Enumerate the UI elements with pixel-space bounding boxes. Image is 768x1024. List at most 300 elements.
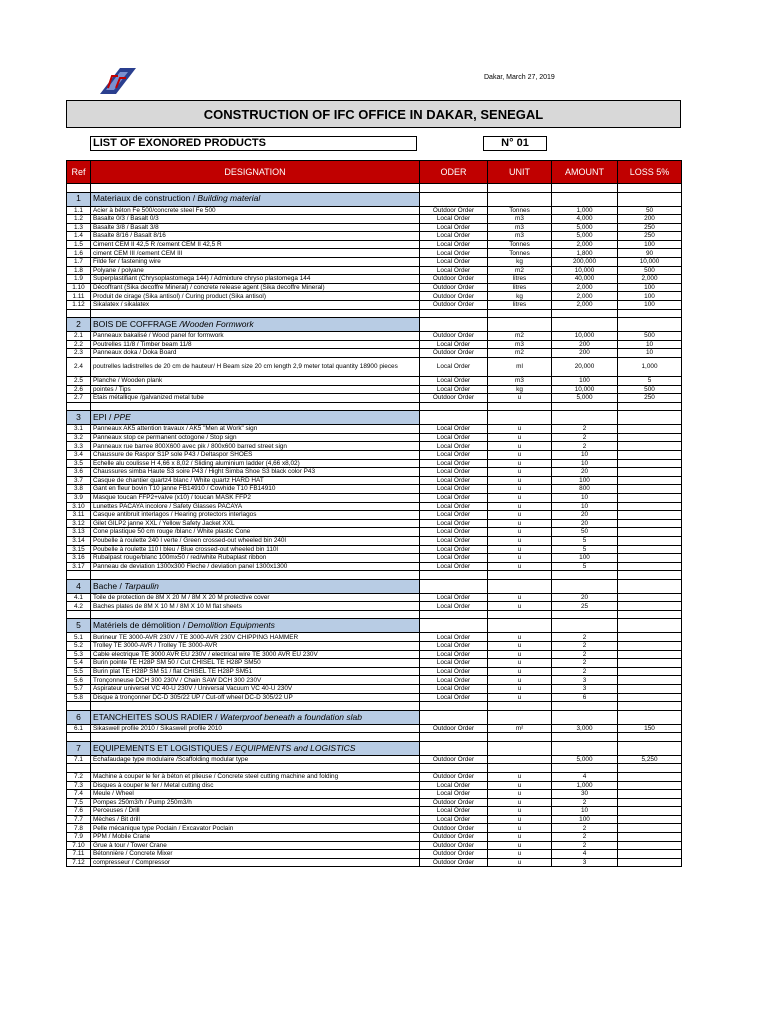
table-row (67, 292, 682, 301)
table-row (67, 223, 682, 232)
loss-cell (618, 593, 682, 602)
table-row (67, 755, 682, 764)
designation-cell: Sikalatex / sikalatex (91, 301, 420, 310)
empty-cell (67, 702, 91, 711)
empty-cell (420, 411, 488, 425)
unit-cell: u (488, 685, 552, 694)
designation-cell: Etais métallique /galvanized metal tube (91, 394, 420, 403)
unit-cell: m2 (488, 349, 552, 358)
unit-cell: m3 (488, 215, 552, 224)
unit-cell: u (488, 807, 552, 816)
amount-cell: 3,000 (552, 724, 618, 733)
amount-cell: 200,000 (552, 258, 618, 267)
ref-cell: 4.2 (67, 602, 91, 611)
unit-cell: m3 (488, 376, 552, 385)
unit-cell: u (488, 485, 552, 494)
amount-cell: 50 (552, 528, 618, 537)
unit-cell: m3 (488, 232, 552, 241)
designation-cell: Casque de chantier quartz4 blanc / White quartz HARD HAT (91, 476, 420, 485)
loss-cell (618, 519, 682, 528)
amount-cell: 1,000 (552, 781, 618, 790)
unit-cell: u (488, 693, 552, 702)
amount-cell: 2 (552, 433, 618, 442)
oder-cell: Local Order (420, 223, 488, 232)
ref-cell: 2.6 (67, 385, 91, 394)
table-row (67, 554, 682, 563)
section-title-en: Waterproof beneath a foundation slab (219, 711, 362, 722)
ref-cell: 7.3 (67, 781, 91, 790)
designation-cell: Burin pointe TE H28P SM 50 / Cut CHISEL TE H28P SM50 (91, 659, 420, 668)
amount-cell: 3 (552, 676, 618, 685)
table-row (67, 232, 682, 241)
ref-cell: 5.5 (67, 667, 91, 676)
document-number: N° 01 (483, 136, 547, 151)
section-title (91, 192, 420, 206)
oder-cell: Local Order (420, 554, 488, 563)
designation-cell: Polyane / polyane (91, 266, 420, 275)
loss-cell (618, 602, 682, 611)
table-row (67, 493, 682, 502)
section-title-en: Building material (197, 193, 261, 204)
section-header-row (67, 411, 682, 425)
designation-cell: Poubelle à roulette 240 l verte / Green crossed-out wheeled bin 240l (91, 536, 420, 545)
empty-cell (420, 741, 488, 755)
section-header-row (67, 710, 682, 724)
designation-cell: Poutrelles 11/8 / Timber beam 11/8 (91, 340, 420, 349)
table-row (67, 850, 682, 859)
empty-cell (618, 764, 682, 773)
empty-cell (67, 733, 91, 742)
unit-cell: litres (488, 301, 552, 310)
designation-cell: Baches plates de 8M X 10 M / 8M X 10 M flat sheets (91, 602, 420, 611)
oder-cell: Local Order (420, 659, 488, 668)
table-row (67, 332, 682, 341)
loss-cell (618, 450, 682, 459)
ref-cell: 1.10 (67, 283, 91, 292)
amount-cell: 2 (552, 667, 618, 676)
designation-cell: Chaussures simba Haute S3 soire P43 / Hight Simba Shoe S3 black color P43 (91, 468, 420, 477)
ref-cell: 3.15 (67, 545, 91, 554)
oder-cell: Outdoor Order (420, 858, 488, 867)
ref-cell: 1.6 (67, 249, 91, 258)
table-row (67, 528, 682, 537)
empty-cell (552, 764, 618, 773)
table-row (67, 442, 682, 451)
table-row (67, 841, 682, 850)
loss-cell (618, 502, 682, 511)
oder-cell: Local Order (420, 502, 488, 511)
unit-cell: kg (488, 385, 552, 394)
unit-cell: u (488, 528, 552, 537)
empty-cell (67, 309, 91, 318)
table-row (67, 275, 682, 284)
oder-cell: Local Order (420, 357, 488, 376)
oder-cell: Outdoor Order (420, 850, 488, 859)
table-row (67, 258, 682, 267)
loss-cell (618, 442, 682, 451)
amount-cell: 1,800 (552, 249, 618, 258)
ref-cell: 7.7 (67, 815, 91, 824)
loss-cell (618, 693, 682, 702)
ref-cell: 7.1 (67, 755, 91, 764)
section-title-en: EQUIPMENTS and LOGISTICS (235, 742, 356, 753)
loss-cell: 250 (618, 223, 682, 232)
loss-cell (618, 433, 682, 442)
loss-cell (618, 659, 682, 668)
section-title-fr: ETANCHEITES SOUS RADIER / (93, 711, 220, 722)
section-title-fr: Bache / (93, 580, 125, 591)
table-row (67, 536, 682, 545)
ref-cell: 7.10 (67, 841, 91, 850)
empty-cell (91, 184, 420, 193)
empty-cell (618, 710, 682, 724)
table-row (67, 433, 682, 442)
amount-cell: 5,000 (552, 394, 618, 403)
table-row (67, 807, 682, 816)
empty-cell (618, 579, 682, 593)
loss-cell: 10,000 (618, 258, 682, 267)
designation-cell: Planche / Wooden plank (91, 376, 420, 385)
unit-cell: u (488, 841, 552, 850)
list-label: LIST OF EXONORED PRODUCTS (90, 136, 417, 151)
empty-cell (552, 309, 618, 318)
empty-cell (67, 571, 91, 580)
empty-cell (488, 610, 552, 619)
section-title (91, 741, 420, 755)
unit-cell: u (488, 642, 552, 651)
loss-cell (618, 545, 682, 554)
loss-cell (618, 459, 682, 468)
unit-cell: u (488, 676, 552, 685)
designation-cell: Sikaswell profile 2010 / Sikaswell profile 2010 (91, 724, 420, 733)
empty-cell (488, 764, 552, 773)
designation-cell: Rubalpast rouge/blanc 100mx50 / red/white Rubaplast ribbon (91, 554, 420, 563)
ref-cell: 2.4 (67, 357, 91, 376)
amount-cell: 5,000 (552, 755, 618, 764)
designation-cell: Basalte 3/8 / Basalt 3/8 (91, 223, 420, 232)
unit-cell: u (488, 815, 552, 824)
section-title-en: Demolition Equipments (187, 620, 275, 631)
empty-cell (67, 610, 91, 619)
empty-cell (552, 318, 618, 332)
empty-cell (91, 610, 420, 619)
amount-cell: 20 (552, 511, 618, 520)
empty-cell (618, 733, 682, 742)
amount-cell: 10,000 (552, 332, 618, 341)
empty-cell (91, 702, 420, 711)
oder-cell: Local Order (420, 536, 488, 545)
table-row (67, 450, 682, 459)
table-row (67, 511, 682, 520)
ref-cell: 5.8 (67, 693, 91, 702)
loss-cell (618, 685, 682, 694)
ref-cell: 3.14 (67, 536, 91, 545)
section-header-row (67, 741, 682, 755)
empty-cell (420, 571, 488, 580)
designation-cell: Basalte 0/3 / Basalt 0/3 (91, 215, 420, 224)
empty-cell (420, 402, 488, 411)
oder-cell: Local Order (420, 266, 488, 275)
empty-cell (552, 610, 618, 619)
loss-cell (618, 642, 682, 651)
amount-cell: 10 (552, 493, 618, 502)
loss-cell (618, 850, 682, 859)
amount-cell: 10 (552, 459, 618, 468)
loss-cell: 10 (618, 349, 682, 358)
table-row (67, 790, 682, 799)
blank-row (67, 702, 682, 711)
loss-cell: 100 (618, 283, 682, 292)
section-title-en: Tarpaulin (124, 580, 159, 591)
ref-cell: 5.7 (67, 685, 91, 694)
amount-cell: 2 (552, 642, 618, 651)
empty-cell (420, 184, 488, 193)
blank-row (67, 309, 682, 318)
empty-cell (552, 571, 618, 580)
oder-cell: Local Order (420, 519, 488, 528)
designation-cell: Gilet GILP2 janne XXL / Yellow Safety Jacket XXL (91, 519, 420, 528)
empty-cell (552, 184, 618, 193)
oder-cell: Outdoor Order (420, 824, 488, 833)
oder-cell: Outdoor Order (420, 798, 488, 807)
empty-cell (420, 579, 488, 593)
table-row (67, 340, 682, 349)
designation-cell: Filde fer / fastening wire (91, 258, 420, 267)
unit-cell: u (488, 633, 552, 642)
unit-cell: m² (488, 724, 552, 733)
empty-cell (420, 702, 488, 711)
ref-cell: 7.5 (67, 798, 91, 807)
table-row (67, 349, 682, 358)
ref-cell: 3.1 (67, 425, 91, 434)
table-row (67, 301, 682, 310)
designation-cell: Echafaudage type modulaire /Scaffolding modular type (91, 755, 420, 764)
oder-cell: Local Order (420, 562, 488, 571)
section-ref: 6 (67, 710, 91, 724)
loss-cell (618, 841, 682, 850)
unit-cell: u (488, 425, 552, 434)
ref-cell: 1.5 (67, 240, 91, 249)
amount-cell: 200 (552, 349, 618, 358)
designation-cell: poutrelles ladistrelles de 20 cm de hauteur/ H Beam size 20 cm length 2,9 meter total quantity 18900 pieces (91, 357, 420, 376)
ref-cell: 1.1 (67, 206, 91, 215)
oder-cell: Outdoor Order (420, 349, 488, 358)
designation-cell: Disque à tronçonner DC-D 305/22 UP / Cut-off wheel DC-D 305/22 UP (91, 693, 420, 702)
unit-cell: kg (488, 258, 552, 267)
unit-cell: m3 (488, 223, 552, 232)
oder-cell: Local Order (420, 215, 488, 224)
designation-cell: Ciment CEM II 42,5 R /cement CEM II 42,5 R (91, 240, 420, 249)
amount-cell: 100 (552, 376, 618, 385)
loss-cell (618, 772, 682, 781)
loss-cell: 100 (618, 292, 682, 301)
unit-cell: u (488, 798, 552, 807)
table-row (67, 266, 682, 275)
unit-cell: u (488, 858, 552, 867)
oder-cell: Local Order (420, 511, 488, 520)
loss-cell (618, 824, 682, 833)
empty-cell (67, 402, 91, 411)
loss-cell (618, 650, 682, 659)
empty-cell (618, 318, 682, 332)
ref-cell: 5.6 (67, 676, 91, 685)
empty-cell (488, 579, 552, 593)
loss-cell: 250 (618, 232, 682, 241)
unit-cell: kg (488, 292, 552, 301)
empty-cell (552, 579, 618, 593)
column-header-amount: AMOUNT (552, 161, 618, 184)
designation-cell: compresseur / Compressor (91, 858, 420, 867)
designation-cell: Chaussure de Raspor S1P sole P43 / Deltaspor SHOES (91, 450, 420, 459)
table-row (67, 833, 682, 842)
amount-cell: 20 (552, 519, 618, 528)
unit-cell: u (488, 602, 552, 611)
blank-row (67, 733, 682, 742)
designation-cell: Panneau de deviation 1300x300 Fleche / deviation panel 1300x1300 (91, 562, 420, 571)
amount-cell: 10,000 (552, 266, 618, 275)
loss-cell (618, 554, 682, 563)
table-row (67, 642, 682, 651)
oder-cell: Local Order (420, 476, 488, 485)
unit-cell: u (488, 781, 552, 790)
empty-cell (618, 309, 682, 318)
unit-cell: m2 (488, 332, 552, 341)
oder-cell: Local Order (420, 807, 488, 816)
amount-cell: 5 (552, 545, 618, 554)
oder-cell: Local Order (420, 685, 488, 694)
table-row (67, 476, 682, 485)
table-row (67, 667, 682, 676)
unit-cell: litres (488, 275, 552, 284)
oder-cell: Outdoor Order (420, 833, 488, 842)
loss-cell: 10 (618, 340, 682, 349)
empty-cell (488, 411, 552, 425)
oder-cell: Local Order (420, 602, 488, 611)
table-header-row (67, 161, 682, 184)
ref-cell: 3.13 (67, 528, 91, 537)
loss-cell (618, 633, 682, 642)
ref-cell: 2.3 (67, 349, 91, 358)
amount-cell: 4 (552, 850, 618, 859)
table-row (67, 519, 682, 528)
ref-cell: 5.1 (67, 633, 91, 642)
blank-row (67, 571, 682, 580)
empty-cell (67, 184, 91, 193)
oder-cell: Local Order (420, 232, 488, 241)
amount-cell: 10,000 (552, 385, 618, 394)
ref-cell: 3.8 (67, 485, 91, 494)
unit-cell: Tonnes (488, 249, 552, 258)
empty-cell (488, 318, 552, 332)
oder-cell: Local Order (420, 258, 488, 267)
loss-cell (618, 476, 682, 485)
unit-cell: u (488, 511, 552, 520)
designation-cell: pointes / Tips (91, 385, 420, 394)
loss-cell (618, 781, 682, 790)
ref-cell: 5.2 (67, 642, 91, 651)
unit-cell: m2 (488, 266, 552, 275)
column-header-loss: LOSS 5% (618, 161, 682, 184)
empty-cell (618, 619, 682, 633)
section-ref: 3 (67, 411, 91, 425)
amount-cell: 2 (552, 841, 618, 850)
unit-cell: u (488, 554, 552, 563)
section-title (91, 619, 420, 633)
empty-cell (420, 318, 488, 332)
designation-cell: Perceuses / Drill (91, 807, 420, 816)
amount-cell: 1,000 (552, 206, 618, 215)
designation-cell: Panneaux rue barree 800X600 avec pik / 800x600 barred street sign (91, 442, 420, 451)
amount-cell: 3 (552, 685, 618, 694)
empty-cell (67, 764, 91, 773)
unit-cell: ml (488, 357, 552, 376)
amount-cell: 20,000 (552, 357, 618, 376)
ref-cell: 7.2 (67, 772, 91, 781)
ref-cell: 1.2 (67, 215, 91, 224)
oder-cell: Local Order (420, 425, 488, 434)
section-header-row (67, 318, 682, 332)
empty-cell (488, 702, 552, 711)
table-row (67, 781, 682, 790)
empty-cell (488, 571, 552, 580)
table-row (67, 685, 682, 694)
empty-cell (420, 764, 488, 773)
empty-cell (618, 610, 682, 619)
amount-cell: 20 (552, 468, 618, 477)
designation-cell: Casque antibruit interlagos / Hearing protectors interlagos (91, 511, 420, 520)
amount-cell: 2,000 (552, 283, 618, 292)
ref-cell: 7.8 (67, 824, 91, 833)
ref-cell: 2.1 (67, 332, 91, 341)
section-header-row (67, 192, 682, 206)
empty-cell (91, 309, 420, 318)
loss-cell: 200 (618, 215, 682, 224)
unit-cell (488, 755, 552, 764)
unit-cell: u (488, 468, 552, 477)
table-row (67, 798, 682, 807)
amount-cell: 100 (552, 476, 618, 485)
oder-cell: Local Order (420, 815, 488, 824)
amount-cell: 2,000 (552, 240, 618, 249)
loss-cell (618, 858, 682, 867)
column-header-oder: ODER (420, 161, 488, 184)
loss-cell: 90 (618, 249, 682, 258)
amount-cell: 2 (552, 650, 618, 659)
oder-cell: Outdoor Order (420, 394, 488, 403)
amount-cell: 5,000 (552, 223, 618, 232)
table-row (67, 545, 682, 554)
unit-cell: u (488, 593, 552, 602)
oder-cell: Local Order (420, 249, 488, 258)
designation-cell: Mèches / Bit drill (91, 815, 420, 824)
loss-cell (618, 798, 682, 807)
ref-cell: 1.7 (67, 258, 91, 267)
empty-cell (488, 402, 552, 411)
blank-row (67, 610, 682, 619)
table-row (67, 385, 682, 394)
ref-cell: 5.3 (67, 650, 91, 659)
designation-cell: PPM / Mobile Crane (91, 833, 420, 842)
amount-cell: 25 (552, 602, 618, 611)
oder-cell: Local Order (420, 781, 488, 790)
unit-cell: u (488, 833, 552, 842)
unit-cell: u (488, 545, 552, 554)
section-title (91, 710, 420, 724)
oder-cell: Outdoor Order (420, 841, 488, 850)
empty-cell (552, 411, 618, 425)
oder-cell: Local Order (420, 642, 488, 651)
unit-cell: u (488, 433, 552, 442)
